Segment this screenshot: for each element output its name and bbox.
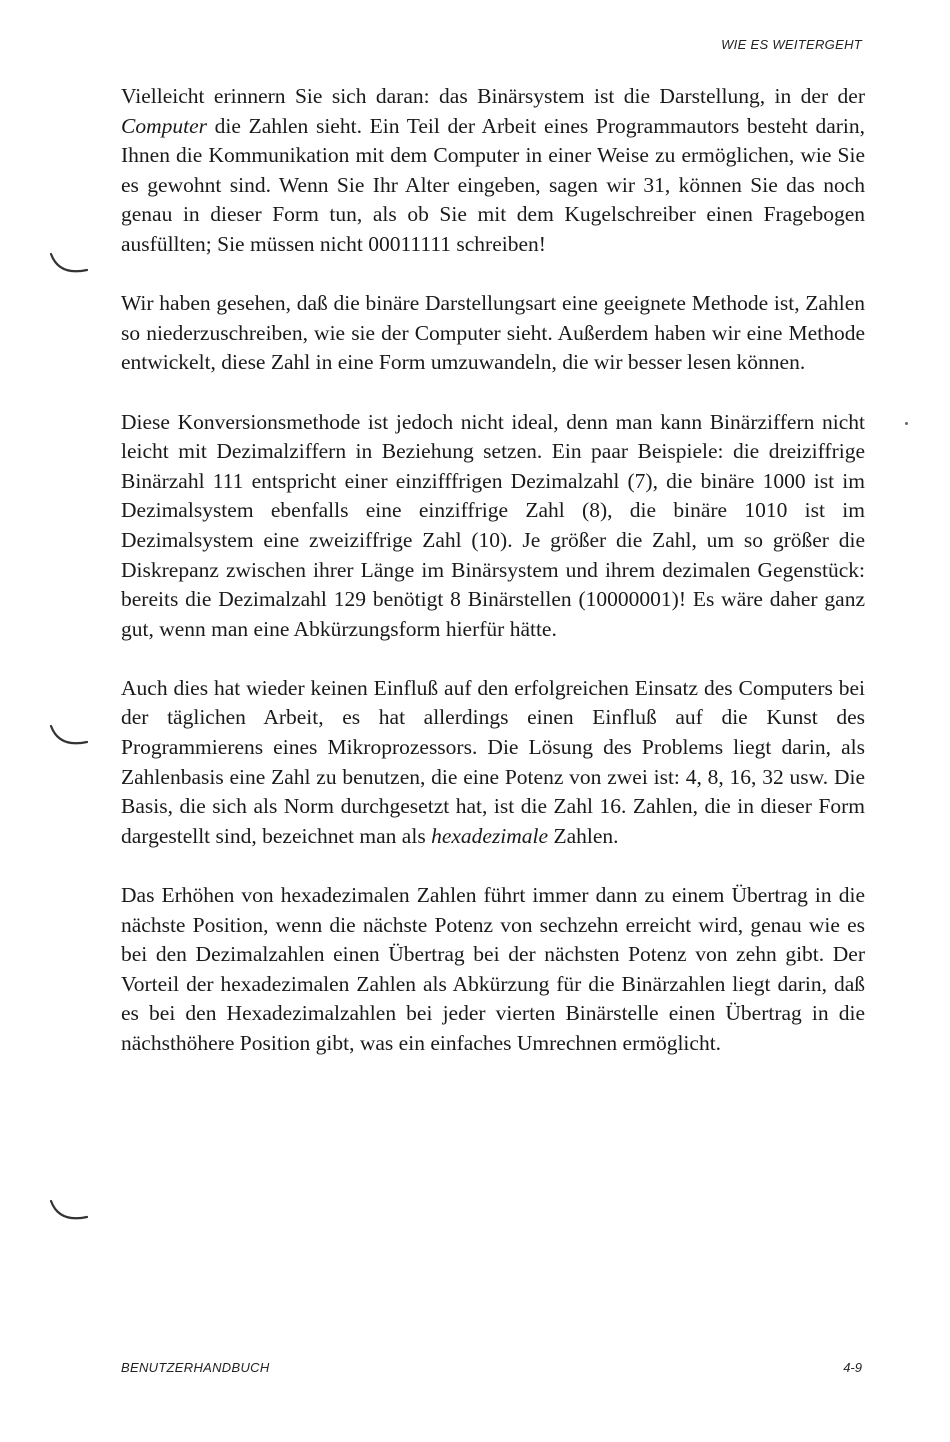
running-head: WIE ES WEITERGEHT: [721, 37, 862, 52]
paragraph-1-text-a: Vielleicht erinnern Sie sich daran: das Binärsystem ist die Darstellung, in der der: [121, 84, 865, 108]
paragraph-4-text-a: Auch dies hat wieder keinen Einfluß auf den erfolgreichen Einsatz des Computers bei der täglichen Arbeit, es hat allerdings einen Einfluß auf die Kunst des Programmierens eines Mikroprozessors. Die Lösung des Problems liegt darin, als Zahlenbasis eine Zahl zu benutzen, die eine Potenz von zwei ist: 4, 8, 16, 32 usw. Die Basis, die sich als Norm durchgesetzt hat, ist die Zahl 16. Zahlen, die in dieser Form dargestellt sind, bezeichnet man als: [121, 675, 865, 848]
paragraph-2: Wir haben gesehen, daß die binäre Darstellungsart eine geeignete Methode ist, Zahlen so niederzuschreiben, wie sie der Computer sieht. Außerdem haben wir eine Methode entwickelt, diese Zahl in eine Form umzuwandeln, die wir besser lesen können.: [121, 291, 865, 375]
paragraph-3: Diese Konversionsmethode ist jedoch nicht ideal, denn man kann Binärziffern nicht leicht mit Dezimalziffern in Beziehung setzen. Ein paar Beispiele: die dreiziffrige Binärzahl 111 entspricht einer einzifffrigen Dezimalzahl (7), die binäre 1000 ist im Dezimalsystem ebenfalls eine einziffrige Zahl (8), die binäre 1010 ist im Dezimalsystem eine zweiziffrige Zahl (10). Je größer die Zahl, um so größer die Diskrepanz zwischen ihrer Länge im Binärsystem und ihrem dezimalen Gegenstück: bereits die Dezimalzahl 129 benötigt 8 Binärstellen (10000001)! Es wäre daher ganz gut, wenn man eine Abkürzungsform hierfür hätte.: [121, 409, 865, 641]
footer-manual-title: BENUTZERHANDBUCH: [121, 1360, 270, 1375]
paragraph-1-text-b: die Zahlen sieht. Ein Teil der Arbeit eines Programmautors besteht darin, Ihnen die Kommunikation mit dem Computer in einer Weise zu ermöglichen, wie Sie es gewohnt sind. Wenn Sie Ihr Alter eingeben, sagen wir 31, können Sie das noch genau in dieser Form tun, als ob Sie mit dem Kugelschreiber einen Fragebogen ausfüllten; Sie müssen nicht 00011111 schreiben!: [121, 113, 865, 256]
binder-hole-icon: [45, 1193, 93, 1223]
paragraph-1-emphasis: Computer: [121, 113, 207, 138]
paragraph-4: [121, 674, 865, 852]
binder-hole-icon: [45, 718, 93, 748]
binder-hole-icon: [45, 246, 93, 276]
paper-speck: [905, 422, 908, 425]
paragraph-1: [121, 82, 865, 260]
paragraph-4-emphasis: hexadezimale: [431, 823, 549, 848]
paragraph-4-text-b: Zahlen.: [548, 823, 619, 848]
paragraph-5: Das Erhöhen von hexadezimalen Zahlen führt immer dann zu einem Übertrag in die nächste Position, wenn die nächste Potenz von sechzehn erreicht wird, genau wie es bei den Dezimalzahlen einen Übertrag bei der nächsten Potenz von zehn gibt. Der Vorteil der hexadezimalen Zahlen als Abkürzung für die Binärzahlen liegt darin, daß es bei den Hexadezimalzahlen bei jeder vierten Binärstelle einen Übertrag in die nächsthöhere Position gibt, was ein einfaches Umrechnen ermöglicht.: [121, 883, 865, 1055]
body-text: [121, 82, 865, 1088]
page-number: 4-9: [843, 1360, 862, 1375]
